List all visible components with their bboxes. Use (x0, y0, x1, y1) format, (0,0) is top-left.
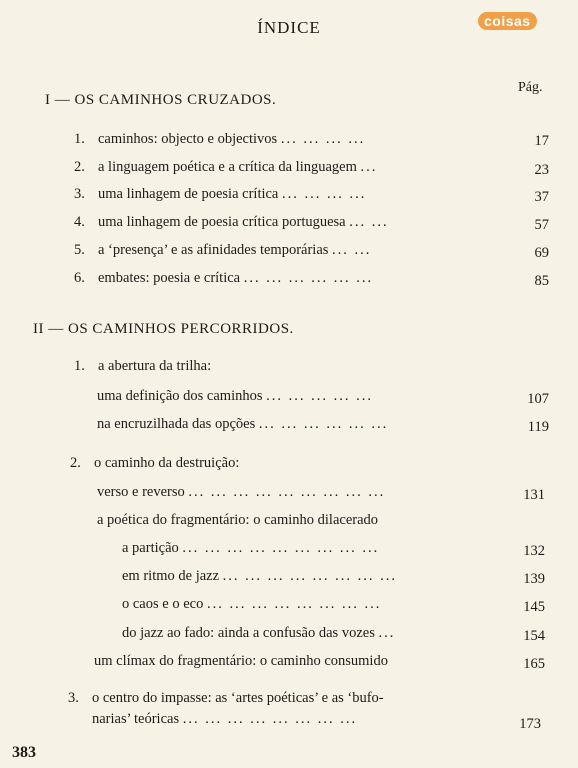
entry-page-number: 23 (534, 162, 549, 178)
entry-number: 3. (68, 690, 79, 706)
entry-page-number: 119 (527, 419, 549, 435)
entry-number: 6. (74, 270, 85, 286)
entry-number: 2. (74, 159, 85, 175)
toc-entry (122, 540, 379, 557)
page-column-label: Pág. (518, 80, 543, 95)
entry-title: a poética do fragmentário: o caminho dilacerado (97, 512, 379, 528)
toc-entry (97, 416, 388, 433)
entry-page-number: 165 (523, 656, 545, 672)
leader-dots: ... ... ... ... ... ... (243, 270, 374, 286)
leader-dots: ... ... ... ... ... ... ... ... ... (182, 540, 380, 556)
entry-number: 1. (74, 358, 85, 374)
leader-dots: ... (378, 625, 396, 641)
entry-page-number: 85 (534, 273, 549, 289)
entry-page-number: 132 (523, 543, 545, 559)
entry-page-number: 154 (523, 628, 545, 644)
entry-title: o caos e o eco (122, 596, 204, 612)
entry-title: narias’ teóricas (92, 711, 180, 727)
entry-page-number: 37 (534, 189, 549, 205)
toc-entry (97, 512, 378, 529)
entry-title: na encruzilhada das opções (97, 416, 256, 432)
toc-entry (122, 568, 397, 585)
leader-dots: ... ... ... ... (282, 186, 367, 202)
leader-dots: ... ... ... ... ... ... ... ... ... (188, 484, 386, 500)
leader-dots: ... ... ... ... ... ... (258, 416, 389, 432)
leader-dots: ... (360, 159, 378, 175)
entry-title: caminhos: objecto e objectivos (98, 131, 278, 147)
entry-title: uma definição dos caminhos (97, 388, 263, 404)
leader-dots: ... ... ... ... ... ... ... ... (182, 711, 358, 727)
toc-entry (122, 625, 395, 642)
entry-page-number: 145 (523, 599, 545, 615)
toc-entry (92, 711, 357, 728)
entry-number: 2. (70, 455, 81, 471)
entry-title: uma linhagem de poesia crítica (98, 186, 279, 202)
part-1-heading: I — OS CAMINHOS CRUZADOS. (45, 92, 277, 108)
watermark-logo: coisas (478, 12, 537, 30)
entry-title: o centro do impasse: as ‘artes poéticas’ e as ‘bufo- (92, 690, 384, 706)
page-title: ÍNDICE (257, 18, 321, 37)
entry-page-number: 17 (534, 133, 549, 149)
entry-title: verso e reverso (97, 484, 185, 500)
toc-entry (94, 653, 388, 670)
entry-page-number: 69 (534, 245, 549, 261)
entry-title: a partição (122, 540, 179, 556)
entry-page-number: 57 (534, 217, 549, 233)
entry-title: a abertura da trilha: (98, 358, 212, 374)
toc-entry (97, 388, 373, 405)
entry-number: 5. (74, 242, 85, 258)
entry-title: um clímax do fragmentário: o caminho consumido (94, 653, 388, 669)
leader-dots: ... ... ... ... ... ... ... ... (206, 596, 382, 612)
entry-title: o caminho da destruição: (94, 455, 240, 471)
entry-page-number: 107 (527, 391, 549, 407)
entry-title: do jazz ao fado: ainda a confusão das vozes (122, 625, 375, 641)
entry-number: 3. (74, 186, 85, 202)
entry-page-number: 139 (523, 571, 545, 587)
page-folio-number: 383 (12, 744, 36, 761)
part-2-heading: II — OS CAMINHOS PERCORRIDOS. (33, 321, 294, 337)
entry-title: a ‘presença’ e as afinidades temporárias (98, 242, 329, 258)
entry-page-number: 131 (523, 487, 545, 503)
entry-title: a linguagem poética e a crítica da linguagem (98, 159, 357, 175)
leader-dots: ... ... ... ... ... (266, 388, 373, 404)
entry-page-number: 173 (519, 716, 541, 732)
leader-dots: ... ... (349, 214, 389, 230)
toc-entry (97, 484, 385, 501)
leader-dots: ... ... (332, 242, 372, 258)
entry-number: 1. (74, 131, 85, 147)
entry-title: em ritmo de jazz (122, 568, 220, 584)
entry-title: uma linhagem de poesia crítica portuguesa (98, 214, 346, 230)
leader-dots: ... ... ... ... ... ... ... ... (222, 568, 398, 584)
leader-dots: ... ... ... ... (280, 131, 366, 147)
entry-title: embates: poesia e crítica (98, 270, 241, 286)
entry-number: 4. (74, 214, 85, 230)
toc-entry (122, 596, 381, 613)
